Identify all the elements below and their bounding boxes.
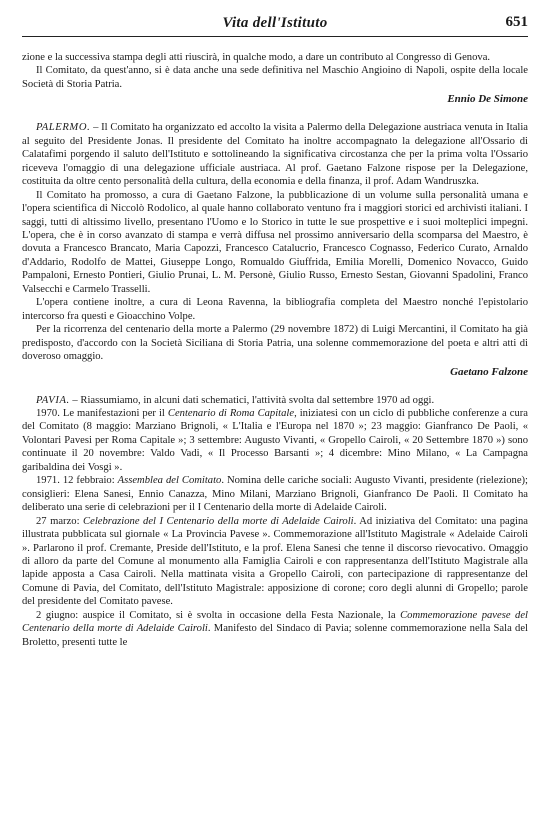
text: , iniziatesi con un ciclo di pubbliche conferenze a cura del Comitato (8 maggio: Marziano Brignoli, « L'Italia e l'Europa nel 1870 »; 23 maggio: Gianfranco De Paoli, « Volontari Pavesi per Roma Capitale »; 3 settembre: Augusto Vivanti, « Gropello Cairoli, « 20 Settembre 1870 ») sono continuate il 20 novembre: Valdo Vadi, « Il Processo Barsanti »; 4 dicembre: Mino Milano, « La Campagna garibaldina dei Vosgi ». [22, 407, 529, 473]
body-text [22, 51, 528, 649]
text: 27 marzo: [36, 515, 84, 527]
paragraph [22, 407, 528, 474]
italic-text: Centenario di Roma Capitale [167, 407, 295, 419]
paragraph-text: – Il Comitato ha organizzato ed accolto la visita a Palermo della Delegazione austriaca venuta in Italia al seguito del Presidente Jonas. Il presidente del Comitato ha inoltre accompagnato la delegazione all'Ossario di Calatafimi porgendo il saluto dell'Istituto e sottolineando la significativa circostanza che per la prima volta l'Ossario riceveva l'omaggio di una delegazione ufficiale austriaca. Al prof. Gaetano Falzone rispose per la Delegazione, costituita da oltre cento personalità della cultura, della economia e della finanza, il prof. Adam Wandruszka. [22, 122, 528, 188]
italic-text: Assemblea del Comitato [117, 475, 222, 487]
paragraph: zione e la successiva stampa degli atti riuscirà, in qualche modo, a dare un contributo al Congresso di Genova. [22, 52, 491, 63]
text: 1971. 12 febbraio: [36, 475, 118, 487]
paragraph [22, 609, 528, 649]
text: 2 giugno: auspice il Comitato, si è svolta in occasione della Festa Nazionale, la [36, 609, 401, 621]
signature-de-simone: Ennio De Simone [447, 93, 528, 106]
section-palermo [22, 121, 528, 379]
paragraph [22, 121, 528, 188]
section-pavia [22, 394, 528, 650]
text: . Nomina delle cariche sociali: Augusto Vivanti, presidente (rielezione); consiglieri: Elena Sanesi, Ennio Canazza, Mino Milani, Marziano Brignoli, Gianfranco De Paoli. Il Comitato ha deliberato una serie di celebrazioni per il I Centenario della morte di Adelaide Cairoli. [22, 475, 528, 514]
paragraph: Il Comitato ha promosso, a cura di Gaetano Falzone, la pubblicazione di un volume sulla personalità umana e l'opera scientifica di Niccolò Rodolico, al quale hanno collaborato ventuno fra i maggiori storici ed archivisti italiani. I saggi, tutti di altissimo livello, presentano l'Uomo e lo Storico in tutte le sue prospettive e i suoi molteplici impegni. L'opera, che è in corso avanzato di stampa e verrà diffusa nel prossimo anniversario della scomparsa del Maestro, è dovuta a Francesco Brancato, Maria Capozzi, Francesco Catalucrio, Francesco Cognasso, Federico Curato, Arnaldo d'Addario, Rodolfo de Mattei, Giuseppe Longo, Romualdo Giuffrida, Emilia Morelli, Domenico Novacco, Guido Pampaloni, Ernesto Pontieri, Giulio Prunai, L. M. Personè, Giulio Russo, Ernesto Sestan, Giovanni Spadolini, Franco Valsecchi e Carmelo Trasselli. [22, 189, 528, 295]
italic-text: Celebrazione del I Centenario della morte di Adelaide Cairoli [83, 515, 354, 527]
paragraph [22, 515, 528, 609]
place-heading: PAVIA. [36, 394, 70, 406]
page-header [22, 14, 528, 37]
paragraph-text: – Riassumiamo, in alcuni dati schematici, l'attività svolta dal settembre 1970 ad oggi. [69, 394, 435, 406]
text: . Ad iniziativa del Comitato: una pagina illustrata pubblicata sul giornale « La Provincia Pavese ». Commemorazione all'Istituto Magistrale « Adelaide Cairoli ». Parlarono il prof. Cremante, Preside dell'Istituto, e la prof. Elena Sanesi che tenne il discorso rievocativo. Omaggio di alloro da parte del Comune al monumento alla Famiglia Cairoli e con rappresentanza dell'Istituto Magistrale alla lapide apposta a Casa Cairoli. Nella mattinata visita a Gropello Cairoli, con partecipazione di rappresentanze del Comune di Pavia, del Comitato, dell'Istituto Magistrale: apposizione di corone; coro degli alunni di Gropello; parole del presidente del Comitato pavese. [22, 515, 528, 608]
paragraph [22, 394, 528, 407]
paragraph: Il Comitato, da quest'anno, si è data anche una sede definitiva nel Maschio Angioino di Napoli, ospite della locale Società di Storia Patria. [22, 65, 528, 90]
text: . Manifesto del Sindaco di Pavia; solenne commemorazione nella Sala del Broletto, presenti tutte le [22, 623, 528, 648]
page-number: 651 [505, 14, 528, 30]
running-title: Vita dell'Istituto [222, 15, 328, 31]
signature-falzone: Gaetano Falzone [450, 365, 528, 378]
paragraph: L'opera contiene inoltre, a cura di Leona Ravenna, la bibliografia completa del Maestro nonché l'epistolario intercorso fra questi e Gioacchino Volpe. [22, 297, 528, 322]
italic-text: Commemorazione pavese del Centenario della morte di Adelaide Cairoli [22, 609, 528, 635]
paragraph [22, 474, 528, 514]
document-page [22, 14, 528, 649]
text: 1970. Le manifestazioni per il [36, 407, 168, 419]
paragraph: Per la ricorrenza del centenario della morte a Palermo (29 novembre 1872) di Luigi Mercantini, il Comitato ha già predisposto, d'accordo con la Società Siciliana di Storia Patria, una solenne commemorazione del poeta e altri atti di doveroso omaggio. [22, 324, 528, 363]
place-heading: PALERMO. [36, 122, 91, 134]
